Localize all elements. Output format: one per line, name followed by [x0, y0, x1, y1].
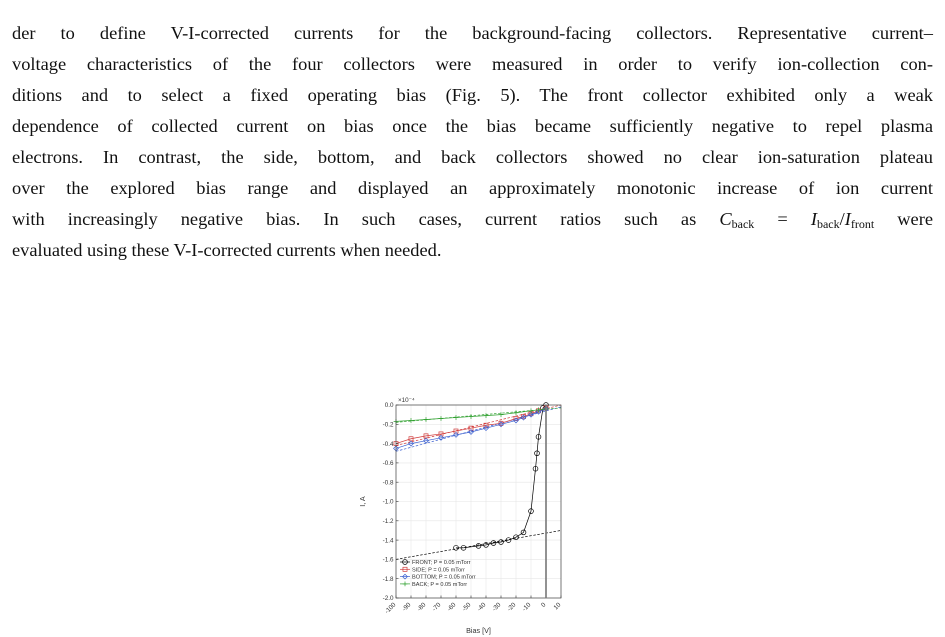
x-tick-label: -20 [506, 601, 518, 613]
paragraph-line: electrons. In contrast, the side, bottom, and back collectors showed no clear ion-saturation plateau [12, 147, 933, 167]
iv-characteristics-figure [355, 392, 595, 637]
x-tick-label: 0 [539, 601, 548, 609]
y-exponent-label: ×10⁻⁴ [398, 397, 415, 404]
chart-legend [400, 560, 476, 588]
x-tick-label: -70 [431, 601, 443, 613]
y-tick-label: -1.4 [382, 537, 394, 545]
eq-c: C [719, 209, 732, 229]
x-tick-label: -50 [461, 601, 473, 613]
y-tick-label: -2.0 [382, 595, 394, 603]
eq-i2: I [844, 209, 851, 229]
y-tick-label: -0.6 [382, 460, 394, 468]
y-tick-label: -1.0 [382, 498, 394, 506]
y-tick-label: -0.8 [382, 479, 394, 487]
legend-entry-bottom: BOTTOM; P = 0.05 mTorr [412, 574, 476, 581]
y-axis-label: I, A [358, 496, 367, 507]
legend-entry-back: BACK; P = 0.05 mTorr [412, 581, 468, 588]
x-tick-label: -90 [401, 601, 413, 613]
paragraph-line: der to define V-I-corrected currents for the background-facing collectors. Representative current– [12, 23, 933, 43]
paragraph-line-with-equation: with increasingly negative bias. In such cases, current ratios such as $C_{back} = I_{back}/I_{front}$ were [12, 209, 933, 231]
legend-entry-side: SIDE; P = 0.05 mTorr [412, 567, 465, 574]
x-tick-label: -60 [446, 601, 458, 613]
x-axis-label: Bias [V] [466, 626, 491, 635]
x-tick-label: 10 [552, 601, 563, 612]
x-tick-label: -10 [521, 601, 533, 613]
x-tick-label: -100 [383, 601, 398, 616]
x-tick-label: -80 [416, 601, 428, 613]
eq-i1: I [810, 209, 817, 229]
paragraph-line: over the explored bias range and displayed an approximately monotonic increase of ion current [12, 178, 933, 198]
paragraph-line: evaluated using these V-I-corrected currents when needed. [12, 240, 442, 260]
y-tick-label: -1.8 [382, 575, 394, 583]
paragraph-line: ditions and to select a fixed operating bias (Fig. 5). The front collector exhibited only a weak [12, 85, 933, 105]
legend-entry-front: FRONT; P = 0.05 mTorr [412, 560, 471, 566]
x-tick-label: -30 [491, 601, 503, 613]
y-tick-label: 0.0 [384, 402, 394, 410]
y-tick-label: -0.2 [382, 421, 394, 429]
x-tick-label: -40 [476, 601, 488, 613]
paragraph-line: dependence of collected current on bias once the bias became sufficiently negative to repel plasma [12, 116, 933, 136]
body-paragraph [12, 18, 933, 266]
y-tick-label: -1.2 [382, 518, 394, 525]
y-tick-label: -0.4 [382, 440, 394, 448]
paragraph-line: voltage characteristics of the four collectors were measured in order to verify ion-collection con- [12, 54, 933, 74]
y-tick-label: -1.6 [382, 556, 394, 564]
